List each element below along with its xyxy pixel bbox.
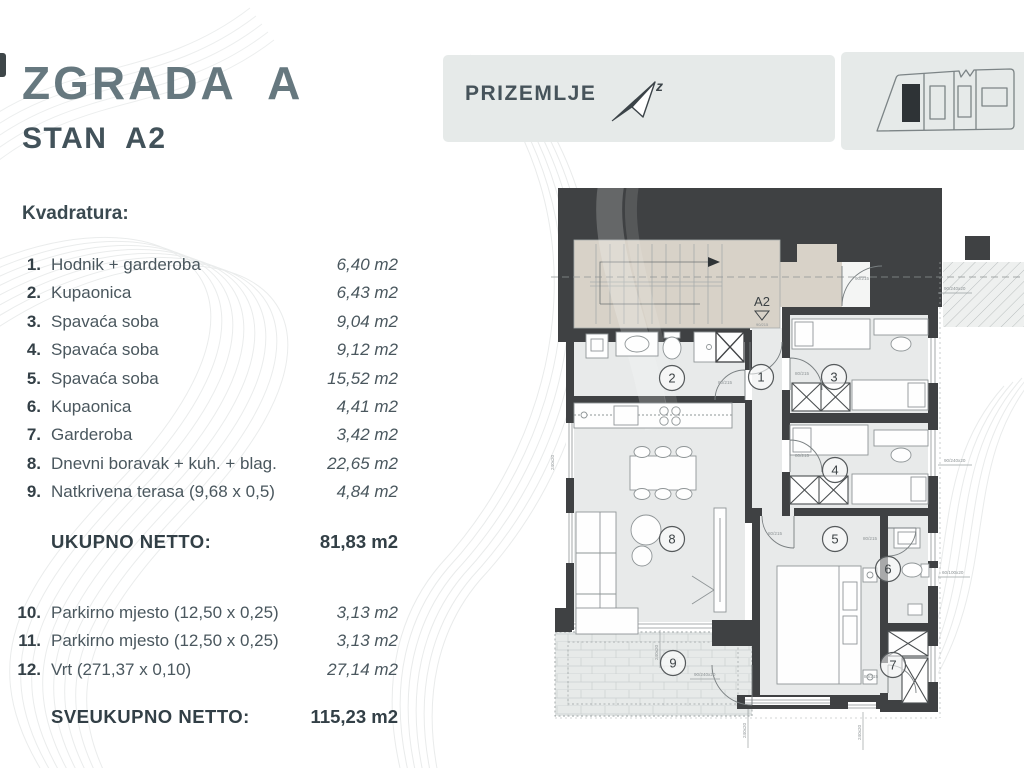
svg-text:80/215: 80/215 bbox=[863, 536, 878, 541]
item-name: Dnevni boravak + kuh. + blag. bbox=[51, 453, 277, 473]
corridor-notch bbox=[797, 244, 837, 264]
svg-text:80/215: 80/215 bbox=[864, 674, 879, 679]
unit-title: STAN A2 bbox=[22, 122, 167, 155]
item-area: 27,14 m2 bbox=[327, 659, 398, 679]
item-name: Parkirno mjesto (12,50 x 0,25) bbox=[51, 631, 279, 651]
list-item bbox=[14, 283, 398, 311]
item-name: Garderoba bbox=[51, 425, 133, 445]
total-netto-row bbox=[14, 531, 398, 553]
svg-text:80/215: 80/215 bbox=[795, 453, 810, 458]
svg-text:90/215: 90/215 bbox=[855, 276, 870, 281]
grand-total-label: SVEUKUPNO NETTO: bbox=[51, 706, 250, 727]
svg-text:9: 9 bbox=[669, 655, 677, 671]
item-number: 7. bbox=[26, 425, 41, 445]
item-area: 3,13 m2 bbox=[336, 603, 398, 622]
item-area: 3,42 m2 bbox=[336, 425, 398, 445]
item-number: 9. bbox=[26, 482, 41, 502]
item-number: 3. bbox=[26, 311, 41, 331]
svg-text:90/215: 90/215 bbox=[756, 322, 769, 327]
room-number-6 bbox=[876, 557, 901, 582]
list-item bbox=[14, 603, 398, 631]
item-name: Spavaća soba bbox=[51, 368, 159, 388]
item-number: 8. bbox=[26, 453, 41, 473]
list-item bbox=[14, 660, 398, 688]
item-number: 1. bbox=[26, 255, 41, 274]
grand-total-value: 115,23 m2 bbox=[310, 706, 398, 727]
section-label-kvadratura: Kvadratura: bbox=[22, 203, 129, 224]
svg-text:90/240x20: 90/240x20 bbox=[694, 672, 716, 677]
svg-text:240x20: 240x20 bbox=[654, 644, 659, 660]
item-number: 5. bbox=[26, 368, 41, 388]
item-name: Spavaća soba bbox=[51, 340, 159, 360]
grand-total-row bbox=[14, 706, 398, 728]
room-number-8 bbox=[660, 527, 685, 552]
total-value: 81,83 m2 bbox=[319, 531, 398, 552]
item-area: 3,13 m2 bbox=[336, 631, 398, 651]
item-number: 12. bbox=[17, 659, 41, 679]
floor-label-band bbox=[443, 55, 835, 142]
list-item bbox=[14, 397, 398, 425]
item-number: 2. bbox=[26, 283, 41, 303]
room-number-2 bbox=[660, 366, 685, 391]
list-item bbox=[14, 312, 398, 340]
svg-text:3: 3 bbox=[830, 369, 838, 385]
room-number-3 bbox=[822, 365, 847, 390]
list-item bbox=[14, 340, 398, 368]
list-item bbox=[14, 255, 398, 283]
svg-text:4: 4 bbox=[831, 462, 839, 478]
item-area: 4,84 m2 bbox=[336, 482, 398, 502]
site-highlighted-unit bbox=[902, 84, 920, 122]
site-plan-icon bbox=[869, 60, 1021, 140]
svg-text:80/215: 80/215 bbox=[718, 380, 733, 385]
item-name: Parkirno mjesto (12,50 x 0,25) bbox=[51, 603, 279, 622]
item-number: 4. bbox=[26, 340, 41, 360]
list-item bbox=[14, 482, 398, 510]
item-area: 22,65 m2 bbox=[327, 453, 398, 473]
item-name: Natkrivena terasa (9,68 x 0,5) bbox=[51, 482, 275, 502]
list-item bbox=[14, 631, 398, 659]
item-number: 10. bbox=[17, 603, 41, 622]
svg-text:5: 5 bbox=[831, 531, 839, 547]
floor-label: PRIZEMLJE bbox=[465, 82, 597, 105]
svg-text:240x20: 240x20 bbox=[742, 722, 747, 738]
item-name: Kupaonica bbox=[51, 283, 132, 303]
item-name: Vrt (271,37 x 0,10) bbox=[51, 659, 192, 679]
item-name: Kupaonica bbox=[51, 396, 132, 416]
extras-list bbox=[14, 603, 398, 688]
item-area: 9,04 m2 bbox=[336, 311, 398, 331]
item-area: 4,41 m2 bbox=[336, 396, 398, 416]
svg-text:90/240x20: 90/240x20 bbox=[944, 286, 966, 291]
item-area: 6,43 m2 bbox=[336, 283, 398, 303]
room-number-5 bbox=[823, 527, 848, 552]
list-item bbox=[14, 454, 398, 482]
floor-plan bbox=[550, 178, 1024, 768]
item-number: 11. bbox=[18, 631, 41, 651]
item-number: 6. bbox=[26, 396, 41, 416]
svg-text:60/100x20: 60/100x20 bbox=[942, 570, 964, 575]
unit-entry-label: A2 bbox=[754, 294, 770, 309]
room-number-9 bbox=[661, 651, 686, 676]
entry-walkway bbox=[943, 262, 1024, 327]
page-corner-mark bbox=[0, 53, 6, 77]
svg-text:80/215: 80/215 bbox=[768, 531, 783, 536]
svg-text:80/215: 80/215 bbox=[795, 371, 810, 376]
room-number-1 bbox=[749, 365, 774, 390]
item-area: 15,52 m2 bbox=[327, 368, 398, 388]
room-number-7 bbox=[881, 653, 906, 678]
svg-text:240x20: 240x20 bbox=[550, 454, 555, 470]
svg-text:6: 6 bbox=[884, 561, 892, 577]
svg-text:8: 8 bbox=[668, 531, 676, 547]
north-arrow-icon bbox=[603, 75, 669, 127]
north-letter: z bbox=[656, 78, 663, 94]
site-plan-band bbox=[841, 52, 1024, 150]
svg-text:7: 7 bbox=[889, 657, 897, 673]
building-title: ZGRADA A bbox=[22, 57, 304, 109]
item-name: Hodnik + garderoba bbox=[51, 255, 201, 274]
list-item bbox=[14, 369, 398, 397]
room-number-4 bbox=[823, 458, 848, 483]
svg-text:1: 1 bbox=[757, 369, 765, 385]
svg-text:90/240x20: 90/240x20 bbox=[944, 458, 966, 463]
item-area: 9,12 m2 bbox=[336, 340, 398, 360]
item-area: 6,40 m2 bbox=[336, 255, 398, 274]
item-name: Spavaća soba bbox=[51, 311, 159, 331]
room-area-list bbox=[14, 255, 398, 511]
total-label: UKUPNO NETTO: bbox=[51, 531, 212, 552]
svg-text:2: 2 bbox=[668, 370, 676, 386]
svg-text:240x20: 240x20 bbox=[857, 724, 862, 740]
list-item bbox=[14, 425, 398, 453]
